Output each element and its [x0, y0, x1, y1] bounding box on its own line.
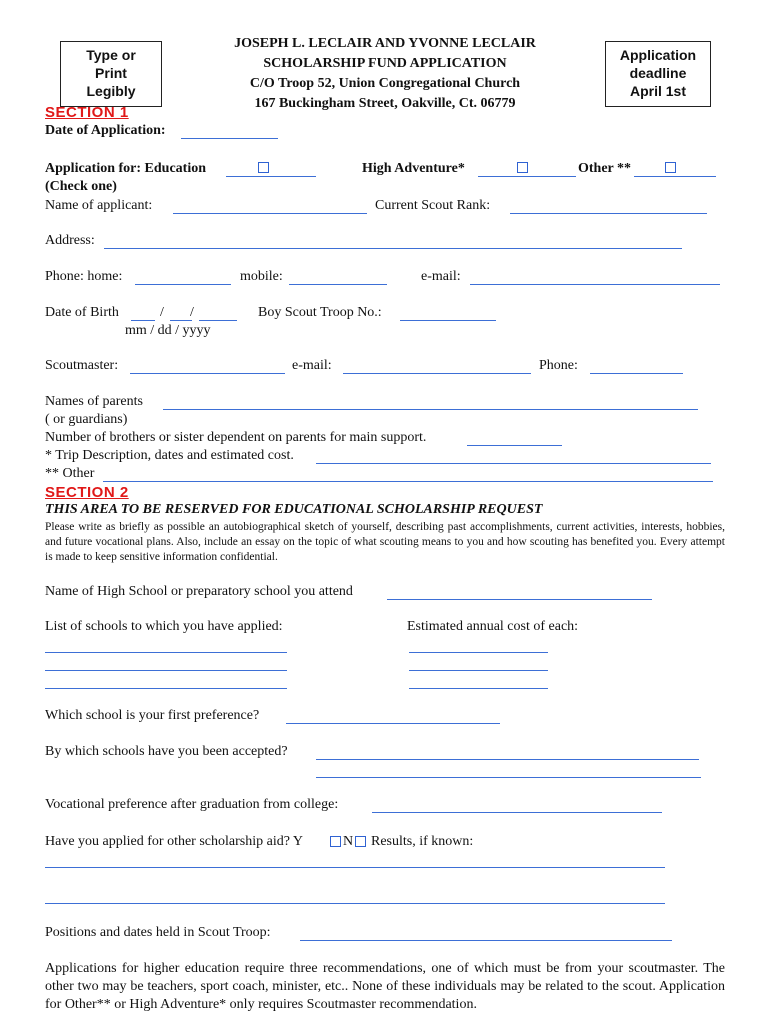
siblings-field[interactable]: [467, 445, 562, 446]
recommendations-paragraph: Applications for higher education require three recommendations, one of which must be from your scoutmaster. The other two may be teachers, sport coach, minister, etc.. None of these individuals may be related to the scout. Application for Other** or High Adventure* only requires Scoutmaster recommendation.: [45, 961, 725, 1012]
boy-scout-troop-field[interactable]: [400, 320, 496, 321]
box-left-line-2: Print: [95, 65, 127, 81]
form-header: [200, 34, 570, 114]
accepted-field-1[interactable]: [316, 759, 699, 760]
address-field[interactable]: [104, 248, 682, 249]
high-adventure-checkbox[interactable]: [517, 162, 528, 173]
header-line-3: C/O Troop 52, Union Congregational Church: [249, 76, 521, 91]
box-left-line-1: Type or: [86, 47, 136, 63]
education-line: [226, 176, 316, 177]
trip-description-label: * Trip Description, dates and estimated cost.: [45, 448, 294, 463]
scoutmaster-phone-label: Phone:: [539, 358, 578, 373]
date-of-application-label: Date of Application:: [45, 123, 166, 138]
scoutmaster-email-field[interactable]: [343, 373, 531, 374]
names-of-parents-field[interactable]: [163, 409, 698, 410]
email-label: e-mail:: [421, 269, 461, 284]
check-one-label: (Check one): [45, 179, 117, 194]
email-field[interactable]: [470, 284, 720, 285]
boy-scout-troop-label: Boy Scout Troop No.:: [258, 305, 382, 320]
aid-no-checkbox[interactable]: [355, 836, 366, 847]
high-adventure-label: High Adventure*: [362, 161, 465, 176]
mobile-label: mobile:: [240, 269, 283, 284]
date-of-application-field[interactable]: [181, 138, 278, 139]
name-of-applicant-label: Name of applicant:: [45, 198, 153, 213]
high-school-field[interactable]: [387, 599, 652, 600]
scoutmaster-field[interactable]: [130, 373, 285, 374]
estimated-cost-label: Estimated annual cost of each:: [407, 619, 579, 634]
phone-home-field[interactable]: [135, 284, 231, 285]
other-label: Other **: [578, 161, 632, 176]
results-field-1[interactable]: [45, 867, 665, 868]
dob-slash-2: /: [190, 305, 194, 320]
results-label: Results, if known:: [371, 834, 474, 849]
vocational-field[interactable]: [372, 812, 662, 813]
other-checkbox[interactable]: [665, 162, 676, 173]
education-checkbox[interactable]: [258, 162, 269, 173]
schools-applied-label: List of schools to which you have applied:: [45, 619, 283, 634]
header-line-2: SCHOLARSHIP FUND APPLICATION: [263, 56, 507, 71]
date-of-birth-label: Date of Birth: [45, 305, 119, 320]
high-school-label: Name of High School or preparatory school you attend: [45, 584, 353, 599]
cost-field-3[interactable]: [409, 688, 548, 689]
accepted-label: By which schools have you been accepted?: [45, 744, 288, 759]
cost-field-2[interactable]: [409, 670, 548, 671]
dob-slash-1: /: [160, 305, 164, 320]
positions-field[interactable]: [300, 940, 672, 941]
current-scout-rank-field[interactable]: [510, 213, 707, 214]
aid-no-label: N: [343, 834, 354, 849]
name-of-applicant-field[interactable]: [173, 213, 367, 214]
scoutmaster-email-label: e-mail:: [292, 358, 332, 373]
school-applied-field-3[interactable]: [45, 688, 287, 689]
section-1-title: SECTION 1: [45, 104, 129, 121]
current-scout-rank-label: Current Scout Rank:: [375, 198, 491, 213]
other-note-field[interactable]: [103, 481, 713, 482]
results-field-2[interactable]: [45, 903, 665, 904]
application-for-label: Application for: Education: [45, 161, 207, 176]
header-line-4: 167 Buckingham Street, Oakville, Ct. 06779: [254, 96, 516, 111]
scoutmaster-phone-field[interactable]: [590, 373, 683, 374]
scoutmaster-label: Scoutmaster:: [45, 358, 119, 373]
accepted-field-2[interactable]: [316, 777, 701, 778]
dob-day-field[interactable]: [170, 320, 192, 321]
dob-year-field[interactable]: [199, 320, 237, 321]
box-right-line-1: Application: [619, 47, 697, 63]
address-label: Address:: [45, 233, 95, 248]
first-preference-label: Which school is your first preference?: [45, 708, 260, 723]
or-guardians-label: ( or guardians): [45, 412, 128, 427]
deadline-box: [605, 41, 711, 107]
box-left-line-3: Legibly: [86, 83, 136, 99]
section-2-subtitle: THIS AREA TO BE RESERVED FOR EDUCATIONAL SCHOLARSHIP REQUEST: [45, 502, 543, 517]
cost-field-1[interactable]: [409, 652, 548, 653]
aid-yes-checkbox[interactable]: [330, 836, 341, 847]
dob-month-field[interactable]: [131, 320, 155, 321]
section-2-instructions: Please write as briefly as possible an autobiographical sketch of yourself, describing past accomplishments, current activities, interests, hobbies, and future vocational plans. Also, include an essay on the topic of what scouting means to you and how scouting has benefited you. Every attempt is made to keep sensitive information confidential.: [45, 521, 725, 563]
trip-description-field[interactable]: [316, 463, 711, 464]
high-adventure-line: [478, 176, 576, 177]
header-line-1: JOSEPH L. LECLAIR AND YVONNE LECLAIR: [234, 36, 536, 51]
mobile-field[interactable]: [289, 284, 387, 285]
school-applied-field-2[interactable]: [45, 670, 287, 671]
type-or-print-box: [60, 41, 162, 107]
first-preference-field[interactable]: [286, 723, 500, 724]
phone-home-label: Phone: home:: [45, 269, 123, 284]
box-right-line-3: April 1st: [629, 83, 686, 99]
vocational-label: Vocational preference after graduation from college:: [45, 797, 339, 812]
other-note-label: ** Other: [45, 466, 95, 481]
dob-format-hint: mm / dd / yyyy: [125, 323, 211, 338]
positions-label: Positions and dates held in Scout Troop:: [45, 925, 271, 940]
names-of-parents-label: Names of parents: [45, 394, 143, 409]
other-aid-label: Have you applied for other scholarship aid? Y: [45, 834, 304, 849]
box-right-line-2: deadline: [629, 65, 687, 81]
other-line: [634, 176, 716, 177]
section-2-title: SECTION 2: [45, 484, 129, 501]
school-applied-field-1[interactable]: [45, 652, 287, 653]
siblings-label: Number of brothers or sister dependent on parents for main support.: [45, 430, 427, 445]
